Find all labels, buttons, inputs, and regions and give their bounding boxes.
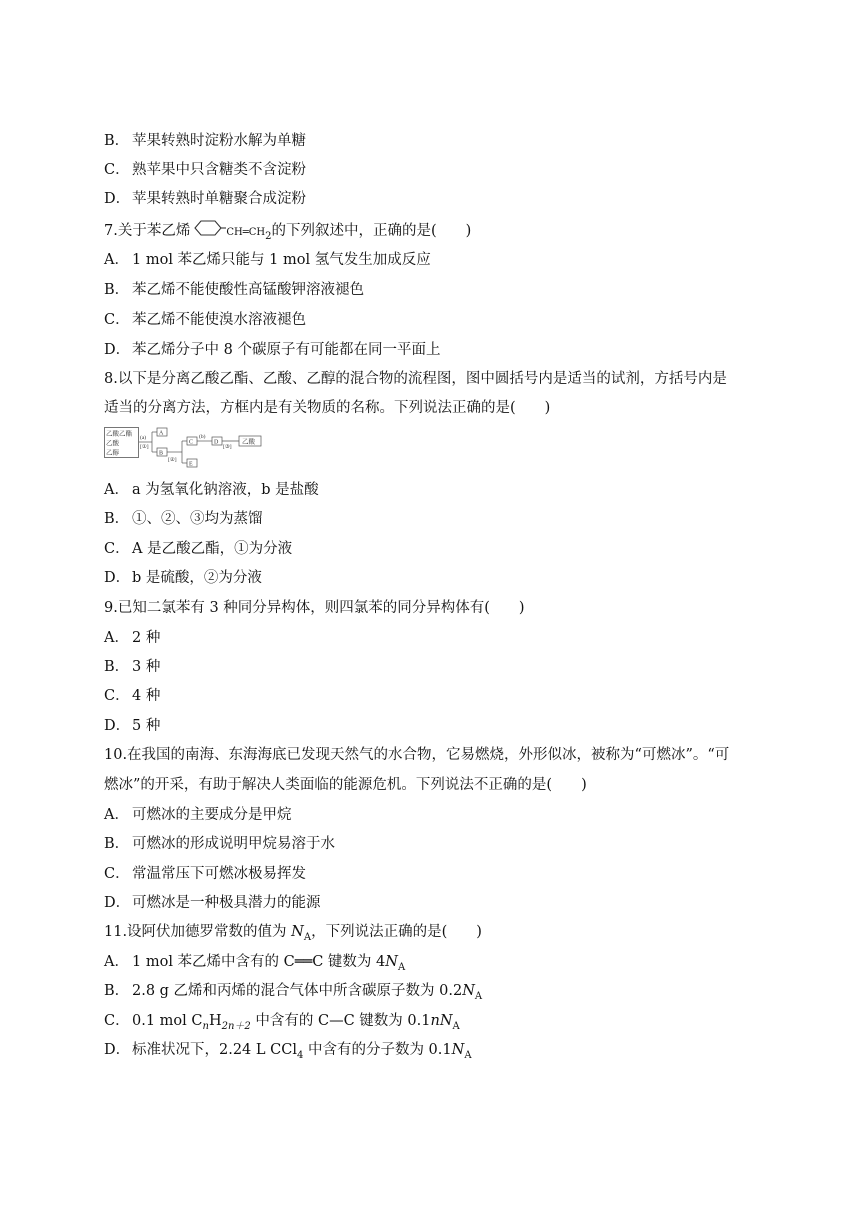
box-c: C [189, 439, 194, 446]
q9-option-a: A． 2 种 [104, 630, 161, 646]
q6-option-c: C． 熟苹果中只含糖类不含淀粉 [104, 162, 306, 178]
box-b: B [159, 450, 164, 457]
mixture-ester: 乙酸乙酯 [106, 430, 132, 438]
q11-option-c: C． 0.1 mol $C_nH_{2n+2}$ 中含有的 C—C 键数为 $0.1nN_A$ [104, 1013, 460, 1032]
q8-stem-line2: 适当的分离方法，方框内是有关物质的名称。下列说法正确的是( ) [104, 400, 551, 416]
q8-option-c: C． A 是乙酸乙酯，①为分液 [104, 541, 293, 557]
q8-option-b: B． ①、②、③均为蒸馏 [104, 511, 263, 527]
method-2: [②] [168, 457, 177, 463]
q7-option-d: D． 苯乙烯分子中 8 个碳原子有可能都在同一平面上 [104, 342, 441, 358]
q10-option-b: B． 可燃冰的形成说明甲烷易溶于水 [104, 836, 335, 852]
mixture-acid: 乙酸 [106, 440, 119, 447]
q10-option-a: A． 可燃冰的主要成分是甲烷 [104, 807, 292, 823]
benzene-ring-icon [190, 219, 226, 243]
method-3: [③] [223, 444, 232, 450]
q10-stem-line2: 燃冰”的开采，有助于解决人类面临的能源危机。下列说法不正确的是( ) [104, 777, 587, 793]
q11-option-a: A． 1 mol 苯乙烯中含有的 C══C 键数为 $4N_A$ [104, 954, 406, 973]
q10-option-d: D． 可燃冰是一种极具潜力的能源 [104, 895, 321, 911]
q9-option-c: C． 4 种 [104, 688, 161, 704]
q9-option-b: B． 3 种 [104, 659, 161, 675]
q7-option-a: A． 1 mol 苯乙烯只能与 1 mol 氢气发生加成反应 [104, 252, 431, 268]
q10-stem-line1: 10.在我国的南海、东海海底已发现天然气的水合物，它易燃烧，外形似冰，被称为“可燃冰”。“可 [104, 747, 730, 763]
q11-stem: 11.设阿伏加德罗常数的值为 $N_A$，下列说法正确的是( ) [104, 924, 482, 943]
q7-stem: 7.关于苯乙烯 $CH═CH_2$的下列叙述中，正确的是( ) [104, 219, 471, 247]
reagent-b: (b) [199, 434, 206, 440]
q6-option-d: D． 苹果转熟时单糖聚合成淀粉 [104, 191, 306, 207]
q11-option-b: B． 2.8 g 乙烯和丙烯的混合气体中所含碳原子数为 $0.2N_A$ [104, 983, 483, 1002]
q10-option-c: C． 常温常压下可燃冰极易挥发 [104, 866, 306, 882]
reagent-a: (a) [140, 435, 147, 441]
method-1: [①] [140, 444, 149, 450]
q8-option-d: D． b 是硫酸，②为分液 [104, 570, 262, 586]
q8-option-a: A． a 为氢氧化钠溶液，b 是盐酸 [104, 482, 319, 498]
q8-stem-line1: 8.以下是分离乙酸乙酯、乙酸、乙醇的混合物的流程图，图中圆括号内是适当的试剂，方括号内是 [104, 371, 727, 387]
q11-option-d: D． 标准状况下，2.24 L CCl$_4$ 中含有的分子数为 $0.1N_A$ [104, 1042, 472, 1061]
q9-option-d: D． 5 种 [104, 718, 161, 734]
q6-option-b: B． 苹果转熟时淀粉水解为单糖 [104, 133, 306, 149]
q7-option-c: C． 苯乙烯不能使溴水溶液褪色 [104, 312, 306, 328]
q9-stem: 9.已知二氯苯有 3 种同分异构体，则四氯苯的同分异构体有( ) [104, 600, 525, 616]
separation-flowchart [104, 427, 264, 475]
box-a: A [159, 430, 164, 437]
mixture-alcohol: 乙醇 [106, 449, 119, 457]
product-acid: 乙酸 [242, 438, 255, 446]
box-d: D [214, 439, 219, 446]
box-e: E [189, 461, 193, 468]
q7-option-b: B． 苯乙烯不能使酸性高锰酸钾溶液褪色 [104, 282, 364, 298]
